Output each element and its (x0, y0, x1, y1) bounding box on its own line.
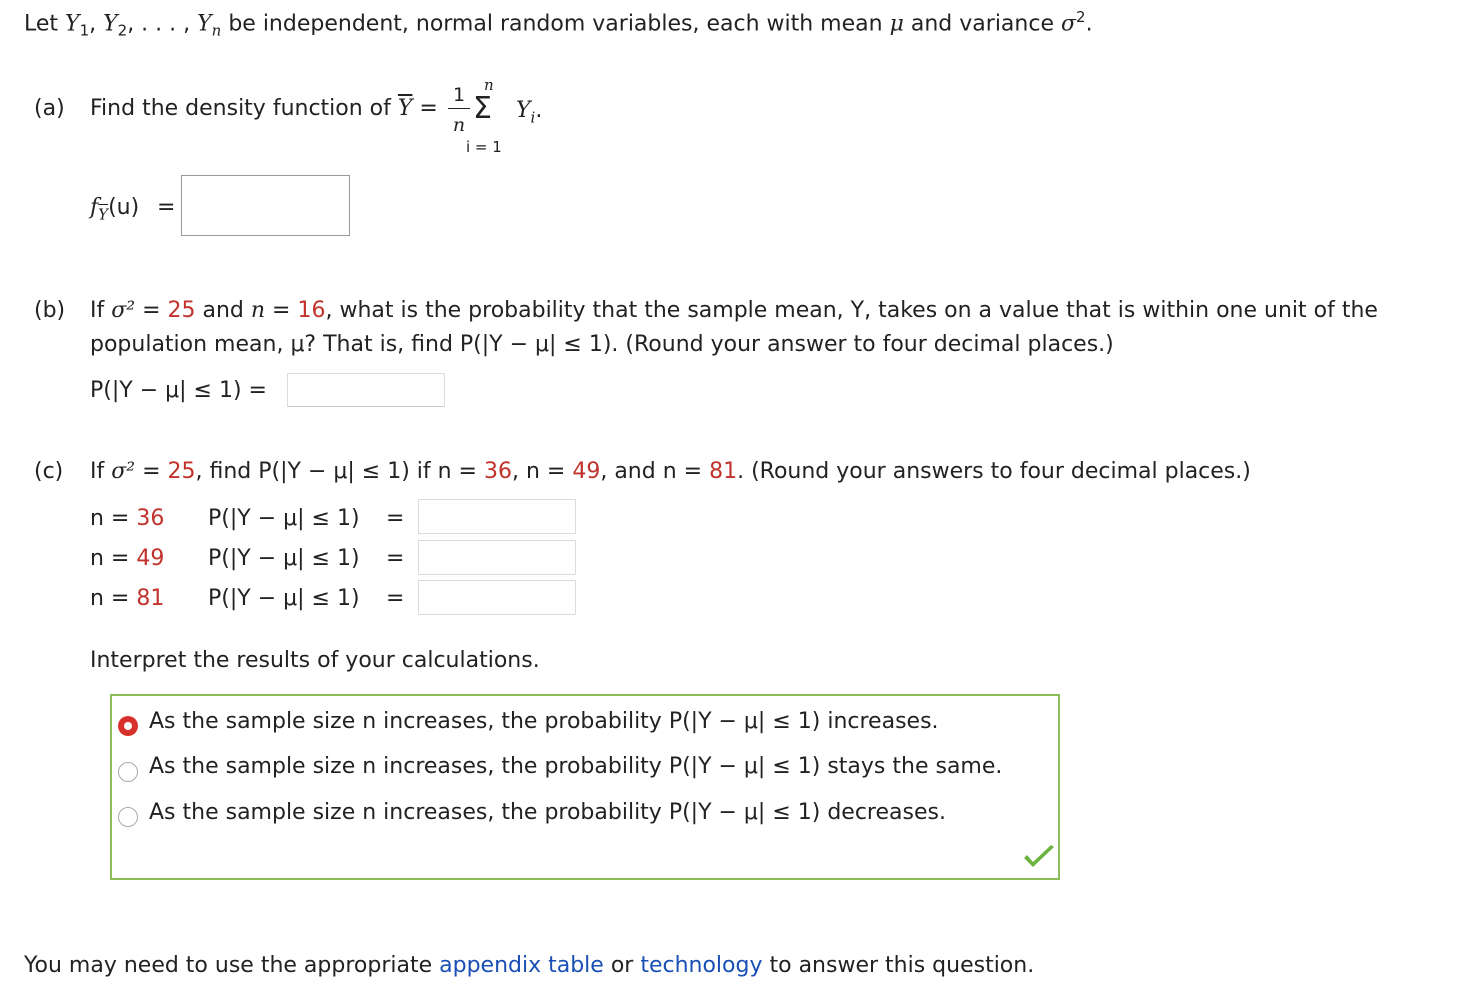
row-equals: = (386, 506, 405, 531)
n81-input[interactable] (418, 580, 576, 615)
intro-yn: Y (197, 11, 212, 37)
part-b-input[interactable] (287, 373, 445, 407)
part-c-question: If σ² = 25, find P(|Y − μ| ≤ 1) if n = 36, n = 49, and n = 81. (Round your answers to four decimal places.) (90, 459, 1251, 484)
intro-subn: n (211, 21, 222, 40)
intro-line: Let $Y_1$, $Y_2$, . . . , $Y_n$ be independent, normal random variables, each with mean μ and variance $\sigma^2$. (24, 8, 1093, 40)
intro-dots: , . . . , (127, 11, 198, 37)
option-radio[interactable] (118, 762, 138, 782)
sigma-icon: Σ (473, 91, 492, 126)
sum-upper: n (484, 76, 494, 94)
option-text[interactable]: As the sample size n increases, the probability P(|Y − μ| ≤ 1) increases. (149, 709, 939, 734)
option-text[interactable]: As the sample size n increases, the probability P(|Y − μ| ≤ 1) decreases. (149, 800, 946, 825)
sum-lower: i = 1 (466, 138, 502, 156)
row-prob-expr: P(|Y − μ| ≤ 1) (208, 586, 360, 611)
density-label: $f_{\overline{Y}}(u)$ (90, 195, 140, 224)
part-b-prob-label: P(|Y − μ| ≤ 1) = (90, 378, 267, 403)
row-n-label: n = 36 (90, 506, 165, 531)
n36-input[interactable] (418, 499, 576, 534)
frac-numerator: 1 (452, 84, 466, 106)
row-equals: = (386, 546, 405, 571)
part-b-line1: If σ² = 25 and n = 16, what is the probability that the sample mean, Y, takes on a value that is within one unit of the (90, 298, 1378, 323)
part-a-question: Find the density function of $\overline{Y}$ = (90, 96, 438, 121)
ybar-symbol: $\overline{Y}$ (397, 96, 413, 121)
intro-y2: Y (103, 11, 118, 37)
checkmark-icon (1022, 844, 1056, 870)
frac-denominator: n (452, 114, 466, 136)
density-equals: = (157, 195, 176, 220)
row-n-label: n = 81 (90, 586, 165, 611)
part-b-n-value: 16 (297, 298, 326, 323)
footer-text: You may need to use the appropriate appendix table or technology to answer this question. (24, 953, 1035, 978)
frac-bar (448, 108, 470, 109)
n49-input[interactable] (418, 540, 576, 575)
part-b-line2: population mean, μ? That is, find P(|Y − μ| ≤ 1). (Round your answer to four decimal places.) (90, 332, 1114, 357)
row-prob-expr: P(|Y − μ| ≤ 1) (208, 546, 360, 571)
density-input[interactable] (181, 175, 350, 236)
row-prob-expr: P(|Y − μ| ≤ 1) (208, 506, 360, 531)
sum-term: $Y_i$. (516, 98, 543, 127)
intro-y1: Y (65, 11, 80, 37)
intro-sub2: 2 (117, 21, 128, 40)
intro-and-variance: and variance (903, 11, 1061, 37)
intro-prefix: Let (24, 11, 66, 37)
intro-middle: be independent, normal random variables, each with mean (221, 11, 890, 37)
appendix-table-link[interactable]: appendix table (439, 953, 604, 978)
interpret-prompt: Interpret the results of your calculations. (90, 648, 540, 673)
intro-sub1: 1 (79, 21, 90, 40)
row-equals: = (386, 586, 405, 611)
intro-sigma: σ (1060, 11, 1077, 37)
technology-link[interactable]: technology (640, 953, 763, 978)
option-radio[interactable] (118, 807, 138, 827)
option-text[interactable]: As the sample size n increases, the probability P(|Y − μ| ≤ 1) stays the same. (149, 754, 1003, 779)
row-n-label: n = 49 (90, 546, 165, 571)
part-a-label: (a) (34, 96, 65, 121)
option-radio-selected[interactable] (118, 716, 138, 736)
intro-mu: μ (889, 11, 904, 37)
part-b-label: (b) (34, 298, 66, 323)
intro-sq: 2 (1076, 8, 1086, 26)
part-c-label: (c) (34, 459, 64, 484)
part-b-sigma-value: 25 (167, 298, 196, 323)
